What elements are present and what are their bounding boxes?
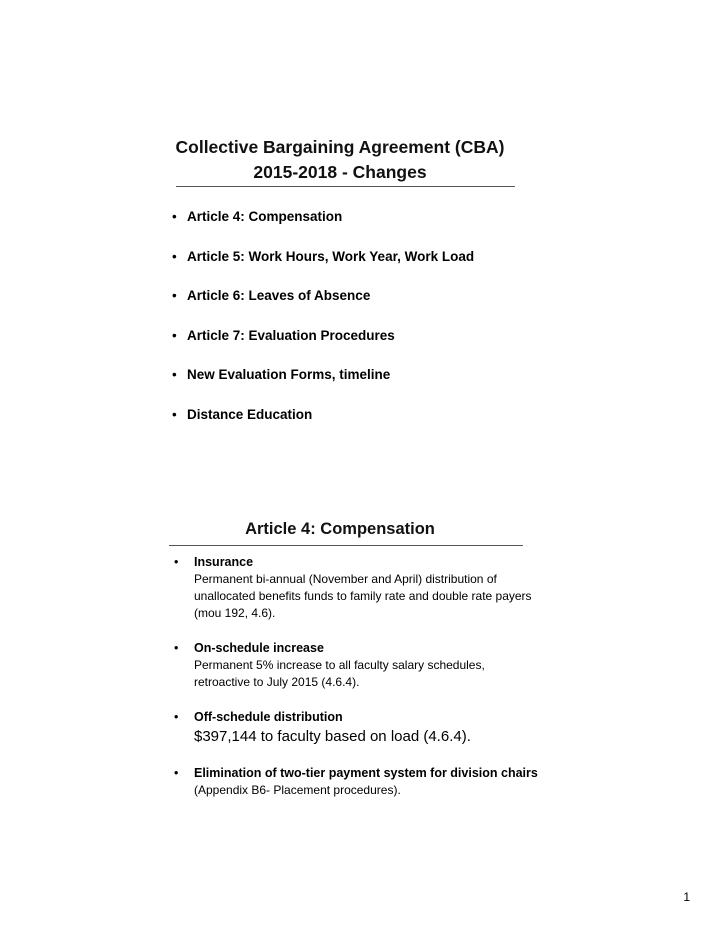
list-item	[172, 367, 474, 383]
item-heading: Off-schedule distribution	[194, 710, 343, 724]
list-item	[172, 248, 475, 265]
item-heading: Insurance	[194, 555, 254, 569]
bullet-icon: •	[172, 406, 177, 422]
bullet-text: Article 6: Leaves of Absence	[187, 288, 371, 303]
list-item	[172, 209, 474, 225]
item-detail: $397,144 to faculty based on load (4.6.4).	[194, 728, 471, 745]
bullet-text: New Evaluation Forms, timeline	[187, 367, 391, 382]
bullet-icon: •	[172, 248, 177, 264]
bullet-list	[172, 209, 475, 446]
slide-title: Article 4: Compensation	[245, 520, 435, 538]
bullet-icon: •	[172, 327, 177, 343]
title-line-1: Collective Bargaining Agreement (CBA)	[175, 137, 505, 157]
item-detail: Permanent 5% increase to all faculty salary schedules, retroactive to July 2015 (4.6.4).	[194, 658, 485, 689]
list-item	[172, 406, 474, 423]
item-detail: Permanent bi-annual (November and April) distribution of unallocated benefits funds to family rate and double rate payers (mou 192, 4.6).	[194, 572, 532, 620]
bullet-icon: •	[174, 766, 179, 780]
list-item	[174, 554, 539, 622]
bullet-icon: •	[174, 710, 179, 724]
page-number: 1	[683, 890, 690, 904]
bullet-text: Article 7: Evaluation Procedures	[187, 327, 395, 343]
bullet-text: Distance Education	[187, 406, 313, 422]
slide-compensation	[0, 466, 720, 932]
bullet-text: Article 5: Work Hours, Work Year, Work Load	[187, 248, 475, 264]
title-divider	[169, 545, 523, 546]
bullet-icon: •	[174, 641, 179, 655]
list-item	[174, 765, 539, 799]
bullet-icon: •	[172, 209, 177, 224]
item-detail: (Appendix B6- Placement procedures).	[194, 783, 401, 797]
bullet-list	[174, 554, 539, 817]
list-item	[172, 327, 474, 344]
item-heading: Elimination of two-tier payment system for division chairs	[194, 766, 538, 780]
item-heading: On-schedule increase	[194, 641, 324, 655]
bullet-icon: •	[174, 555, 179, 569]
bullet-icon: •	[172, 288, 177, 303]
bullet-text: Article 4: Compensation	[187, 209, 343, 224]
bullet-icon: •	[172, 367, 177, 382]
slide-title	[0, 135, 680, 185]
list-item	[174, 709, 539, 747]
list-item	[174, 640, 539, 691]
title-line-2: 2015-2018 - Changes	[253, 162, 427, 182]
list-item	[172, 288, 474, 304]
title-divider	[176, 186, 515, 187]
